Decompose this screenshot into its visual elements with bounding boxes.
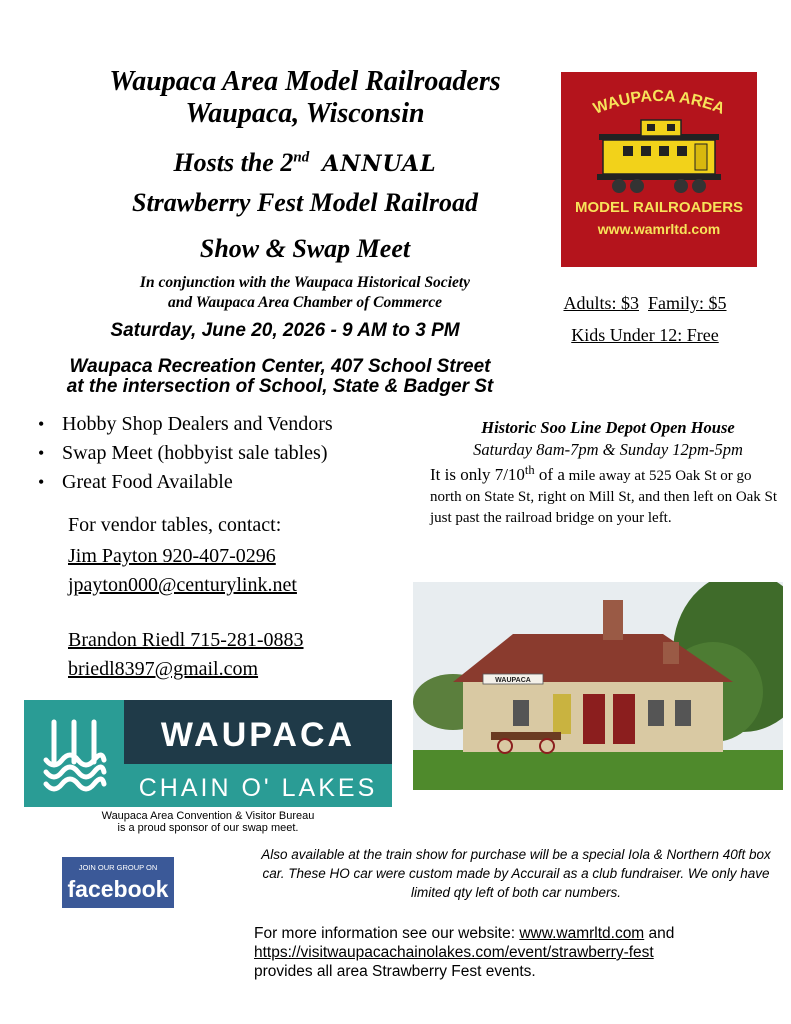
contact-1-email-link[interactable]: jpayton000@centurylink.net [68,574,297,596]
contact-1-name-phone[interactable]: Jim Payton 920-407-0296 [68,545,276,567]
price-kids: Kids Under 12: Free [571,325,719,345]
event-subtitle: Show & Swap Meet [199,234,411,263]
contact-2-name-phone[interactable]: Brandon Riedl 715-281-0883 [68,629,304,651]
hosts-prefix: Hosts the 2 [173,148,294,177]
event-name: Strawberry Fest Model Railroad [132,188,478,217]
event-date-time: Saturday, June 20, 2026 - 9 AM to 3 PM [110,320,460,341]
depot-title: Historic Soo Line Depot Open House [481,418,735,437]
more-info-suffix: provides all area Strawberry Fest events. [254,963,536,980]
more-info-prefix: For more information see our website: [254,925,520,942]
org-title [60,66,550,130]
conjunction-line-1: In conjunction with the Waupaca Historical Society [139,274,471,291]
more-info-and: and [644,925,675,942]
chain-o-lakes-graphic [24,700,392,807]
club-logo [561,72,757,267]
depot-illustration [413,582,783,790]
chain-o-lakes-tagline: CHAIN O' LAKES [138,774,378,802]
price-family: Family: $5 [648,293,727,313]
list-item: • Hobby Shop Dealers and Vendors [38,410,418,439]
annual-label: ANNUAL [322,151,437,177]
depot-of-a: of a [534,465,565,484]
depot-sign-text: WAUPACA [495,677,531,684]
venue-line-1: Waupaca Recreation Center, 407 School Street [69,356,491,377]
sponsor-line-2: is a proud sponsor of our swap meet. [117,822,299,834]
list-item: • Great Food Available [38,468,418,497]
chain-o-lakes-logo [24,700,392,807]
logo-top-text: WAUPACA AREA [591,87,727,118]
facebook-brand-text: facebook [67,876,169,902]
facebook-group-badge[interactable] [62,857,174,908]
feature-list [38,410,418,497]
logo-url-text: www.wamrltd.com [597,221,721,237]
logo-bottom-text: MODEL RAILROADERS [574,199,744,216]
sponsor-note [24,810,392,834]
sponsor-line-1: Waupaca Area Convention & Visitor Bureau [101,810,315,822]
strawberry-fest-link[interactable]: https://visitwaupacachainolakes.com/event/strawberry-fest [254,944,654,961]
depot-distance: It is only 7/10 [430,465,525,484]
caboose-logo-graphic [561,72,757,267]
more-info [254,924,774,981]
admission-prices [545,287,745,351]
org-name: Waupaca Area Model Railroaders [109,66,501,97]
hosts-line [100,148,510,178]
depot-directions [430,460,780,529]
org-location: Waupaca, Wisconsin [185,98,425,129]
facebook-icon [62,857,174,908]
vendor-heading: For vendor tables, contact: [68,514,282,536]
price-adults: Adults: $3 [563,293,639,313]
venue-line-2: at the intersection of School, State & Badger St [66,376,494,397]
venue-address [30,357,530,397]
contact-2-email-link[interactable]: briedl8397@gmail.com [68,658,259,680]
depot-hours: Saturday 8am-7pm & Sunday 12pm-5pm [473,440,743,459]
list-item: • Swap Meet (hobbyist sale tables) [38,439,418,468]
conjunction-line-2: and Waupaca Area Chamber of Commerce [168,294,442,311]
website-link[interactable]: www.wamrltd.com [519,925,645,942]
conjunction-note [90,273,520,313]
depot-directions-text: mile away at 525 Oak St or go north on State St, right on Mill St, and then left on Oak St just past the railroad bridge on your left. [430,468,778,526]
chain-o-lakes-name: WAUPACA [160,716,356,754]
facebook-join-text: JOIN OUR GROUP ON [78,863,158,872]
boxcar-note: Also available at the train show for purchase will be a special Iola & Northern 40ft box car. These HO car were custom made by Accurail as a club fundraiser. We only have limited qty left of both car numbers. [261,847,771,900]
hosts-ordinal: nd [293,149,310,166]
depot-photo [413,582,783,790]
depot-ordinal: th [524,463,535,477]
